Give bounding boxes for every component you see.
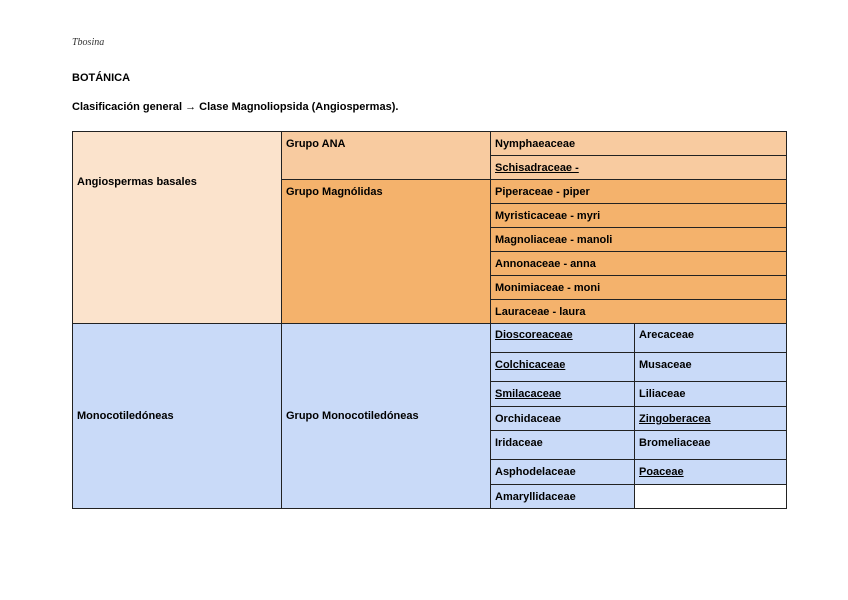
cell-family: Musaceae bbox=[634, 352, 787, 382]
page-subtitle: Clasificación general → Clase Magnoliopsida (Angiospermas). bbox=[72, 101, 399, 113]
cell-family: Myristicaceae - myri bbox=[490, 203, 787, 228]
cell-family-link[interactable]: Colchicaceae bbox=[490, 352, 635, 382]
cell-family: Piperaceae - piper bbox=[490, 179, 787, 204]
cell-family: Magnoliaceae - manoli bbox=[490, 227, 787, 252]
cell-grupo-monocotiledoneas: Grupo Monocotiledóneas bbox=[281, 323, 491, 509]
cell-family-link[interactable]: Poaceae bbox=[634, 459, 787, 485]
cell-grupo-ana: Grupo ANA bbox=[281, 131, 491, 180]
cell-family: Iridaceae bbox=[490, 430, 635, 460]
cell-family: Lauraceae - laura bbox=[490, 299, 787, 324]
cell-family: Nymphaeaceae bbox=[490, 131, 787, 156]
cell-family: Asphodelaceae bbox=[490, 459, 635, 485]
page-title: BOTÁNICA bbox=[72, 72, 131, 84]
cell-angiospermas-basales: Angiospermas basales bbox=[72, 131, 282, 324]
cell-family: Annonaceae - anna bbox=[490, 251, 787, 276]
cell-family-link[interactable]: Schisadraceae - bbox=[490, 155, 787, 180]
cell-family-link[interactable]: Zingoberacea bbox=[634, 406, 787, 431]
cell-family-link[interactable]: Dioscoreaceae bbox=[490, 323, 635, 353]
cell-family: Amaryllidaceae bbox=[490, 484, 635, 509]
cell-family: Bromeliaceae bbox=[634, 430, 787, 460]
cell-family-link[interactable]: Smilacaceae bbox=[490, 381, 635, 407]
page-header: Tbosina bbox=[72, 37, 105, 48]
cell-monocotiledoneas: Monocotiledóneas bbox=[72, 323, 282, 509]
cell-family: Arecaceae bbox=[634, 323, 787, 353]
cell-family: Monimiaceae - moni bbox=[490, 275, 787, 300]
cell-family: Orchidaceae bbox=[490, 406, 635, 431]
cell-empty bbox=[634, 484, 787, 509]
cell-family: Liliaceae bbox=[634, 381, 787, 407]
cell-grupo-magnolidas: Grupo Magnólidas bbox=[281, 179, 491, 324]
